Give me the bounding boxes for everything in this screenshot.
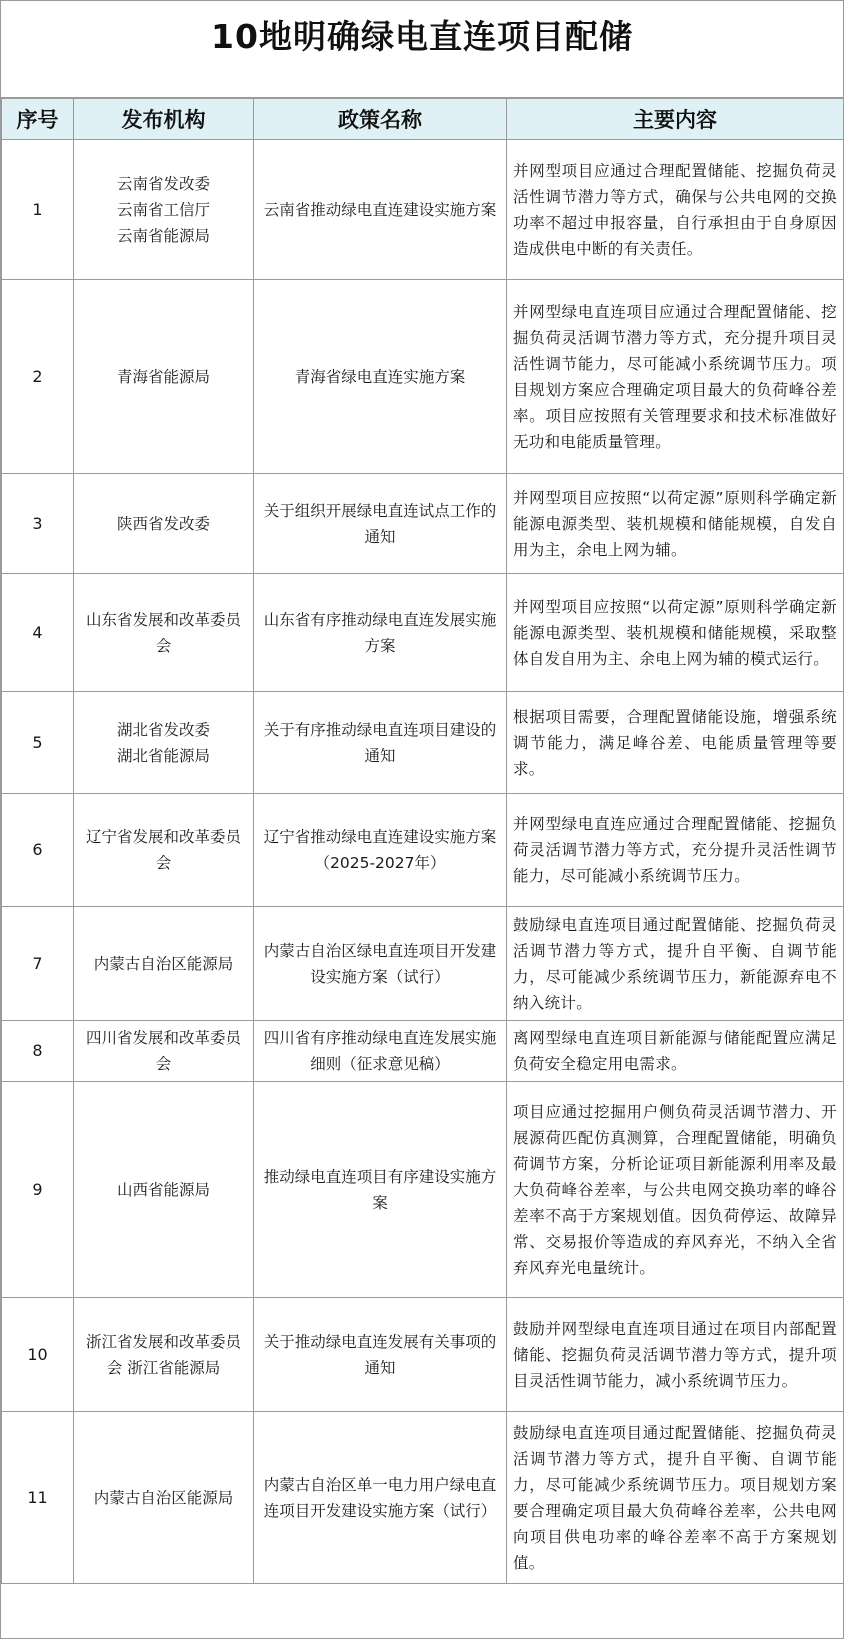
table-row bbox=[2, 1021, 844, 1082]
table-row bbox=[2, 794, 844, 907]
page-title: 10地明确绿电直连项目配储 bbox=[1, 1, 843, 98]
header-content: 主要内容 bbox=[507, 99, 844, 140]
row-policy: 内蒙古自治区绿电直连项目开发建设实施方案（试行） bbox=[254, 907, 507, 1021]
row-agency: 内蒙古自治区能源局 bbox=[74, 1412, 254, 1584]
row-content: 鼓励绿电直连项目通过配置储能、挖掘负荷灵活调节潜力等方式，提升自平衡、自调节能力，尽可能减少系统调节压力。项目规划方案要合理确定项目最大负荷峰谷差率，公共电网向项目供电功率的峰谷差率不高于方案规划值。 bbox=[507, 1412, 844, 1584]
row-content: 并网型绿电直连项目应通过合理配置储能、挖掘负荷灵活调节潜力等方式，充分提升项目灵活性调节能力，尽可能减小系统调节压力。项目规划方案应合理确定项目最大的负荷峰谷差率。项目应按照有关管理要求和技术标准做好无功和电能质量管理。 bbox=[507, 280, 844, 474]
row-agency: 陕西省发改委 bbox=[74, 474, 254, 574]
row-content: 并网型项目应通过合理配置储能、挖掘负荷灵活性调节潜力等方式，确保与公共电网的交换功率不超过申报容量，自行承担由于自身原因造成供电中断的有关责任。 bbox=[507, 140, 844, 280]
row-number: 4 bbox=[2, 574, 74, 692]
policy-table bbox=[1, 98, 844, 1584]
row-content: 并网型项目应按照“以荷定源”原则科学确定新能源电源类型、装机规模和储能规模，自发自用为主，余电上网为辅。 bbox=[507, 474, 844, 574]
row-policy: 关于组织开展绿电直连试点工作的通知 bbox=[254, 474, 507, 574]
row-agency: 内蒙古自治区能源局 bbox=[74, 907, 254, 1021]
row-agency: 浙江省发展和改革委员会 浙江省能源局 bbox=[74, 1298, 254, 1412]
table-row bbox=[2, 474, 844, 574]
header-no: 序号 bbox=[2, 99, 74, 140]
table-row bbox=[2, 140, 844, 280]
row-number: 2 bbox=[2, 280, 74, 474]
row-agency: 青海省能源局 bbox=[74, 280, 254, 474]
header-agency: 发布机构 bbox=[74, 99, 254, 140]
row-content: 并网型项目应按照“以荷定源”原则科学确定新能源电源类型、装机规模和储能规模，采取整体自发自用为主、余电上网为辅的模式运行。 bbox=[507, 574, 844, 692]
row-content: 并网型绿电直连应通过合理配置储能、挖掘负荷灵活调节潜力等方式，充分提升灵活性调节能力，尽可能减小系统调节压力。 bbox=[507, 794, 844, 907]
table-row bbox=[2, 280, 844, 474]
header-policy: 政策名称 bbox=[254, 99, 507, 140]
row-number: 11 bbox=[2, 1412, 74, 1584]
row-agency: 辽宁省发展和改革委员会 bbox=[74, 794, 254, 907]
row-agency: 云南省发改委 云南省工信厅 云南省能源局 bbox=[74, 140, 254, 280]
table-row bbox=[2, 574, 844, 692]
table-row bbox=[2, 692, 844, 794]
row-number: 8 bbox=[2, 1021, 74, 1082]
row-policy: 关于有序推动绿电直连项目建设的通知 bbox=[254, 692, 507, 794]
row-content: 项目应通过挖掘用户侧负荷灵活调节潜力、开展源荷匹配仿真测算，合理配置储能，明确负荷调节方案，分析论证项目新能源利用率及最大负荷峰谷差率，与公共电网交换功率的峰谷差率不高于方案规划值。因负荷停运、故障异常、交易报价等造成的弃风弃光，不纳入全省弃风弃光电量统计。 bbox=[507, 1082, 844, 1298]
row-policy: 辽宁省推动绿电直连建设实施方案（2025-2027年） bbox=[254, 794, 507, 907]
row-number: 3 bbox=[2, 474, 74, 574]
table-row bbox=[2, 1298, 844, 1412]
row-number: 1 bbox=[2, 140, 74, 280]
row-policy: 关于推动绿电直连发展有关事项的通知 bbox=[254, 1298, 507, 1412]
row-policy: 山东省有序推动绿电直连发展实施方案 bbox=[254, 574, 507, 692]
row-number: 9 bbox=[2, 1082, 74, 1298]
row-policy: 四川省有序推动绿电直连发展实施细则（征求意见稿） bbox=[254, 1021, 507, 1082]
row-agency: 山东省发展和改革委员会 bbox=[74, 574, 254, 692]
row-number: 6 bbox=[2, 794, 74, 907]
row-policy: 青海省绿电直连实施方案 bbox=[254, 280, 507, 474]
table-header-row bbox=[2, 99, 844, 140]
row-content: 根据项目需要，合理配置储能设施，增强系统调节能力，满足峰谷差、电能质量管理等要求。 bbox=[507, 692, 844, 794]
row-number: 10 bbox=[2, 1298, 74, 1412]
row-agency: 山西省能源局 bbox=[74, 1082, 254, 1298]
row-content: 鼓励并网型绿电直连项目通过在项目内部配置储能、挖掘负荷灵活调节潜力等方式，提升项目灵活性调节能力，减小系统调节压力。 bbox=[507, 1298, 844, 1412]
row-policy: 内蒙古自治区单一电力用户绿电直连项目开发建设实施方案（试行） bbox=[254, 1412, 507, 1584]
row-content: 鼓励绿电直连项目通过配置储能、挖掘负荷灵活调节潜力等方式，提升自平衡、自调节能力，尽可能减少系统调节压力，新能源弃电不纳入统计。 bbox=[507, 907, 844, 1021]
table-row bbox=[2, 1082, 844, 1298]
row-policy: 推动绿电直连项目有序建设实施方案 bbox=[254, 1082, 507, 1298]
table-row bbox=[2, 1412, 844, 1584]
row-policy: 云南省推动绿电直连建设实施方案 bbox=[254, 140, 507, 280]
row-number: 5 bbox=[2, 692, 74, 794]
row-number: 7 bbox=[2, 907, 74, 1021]
row-content: 离网型绿电直连项目新能源与储能配置应满足负荷安全稳定用电需求。 bbox=[507, 1021, 844, 1082]
row-agency: 湖北省发改委 湖北省能源局 bbox=[74, 692, 254, 794]
table-row bbox=[2, 907, 844, 1021]
row-agency: 四川省发展和改革委员会 bbox=[74, 1021, 254, 1082]
